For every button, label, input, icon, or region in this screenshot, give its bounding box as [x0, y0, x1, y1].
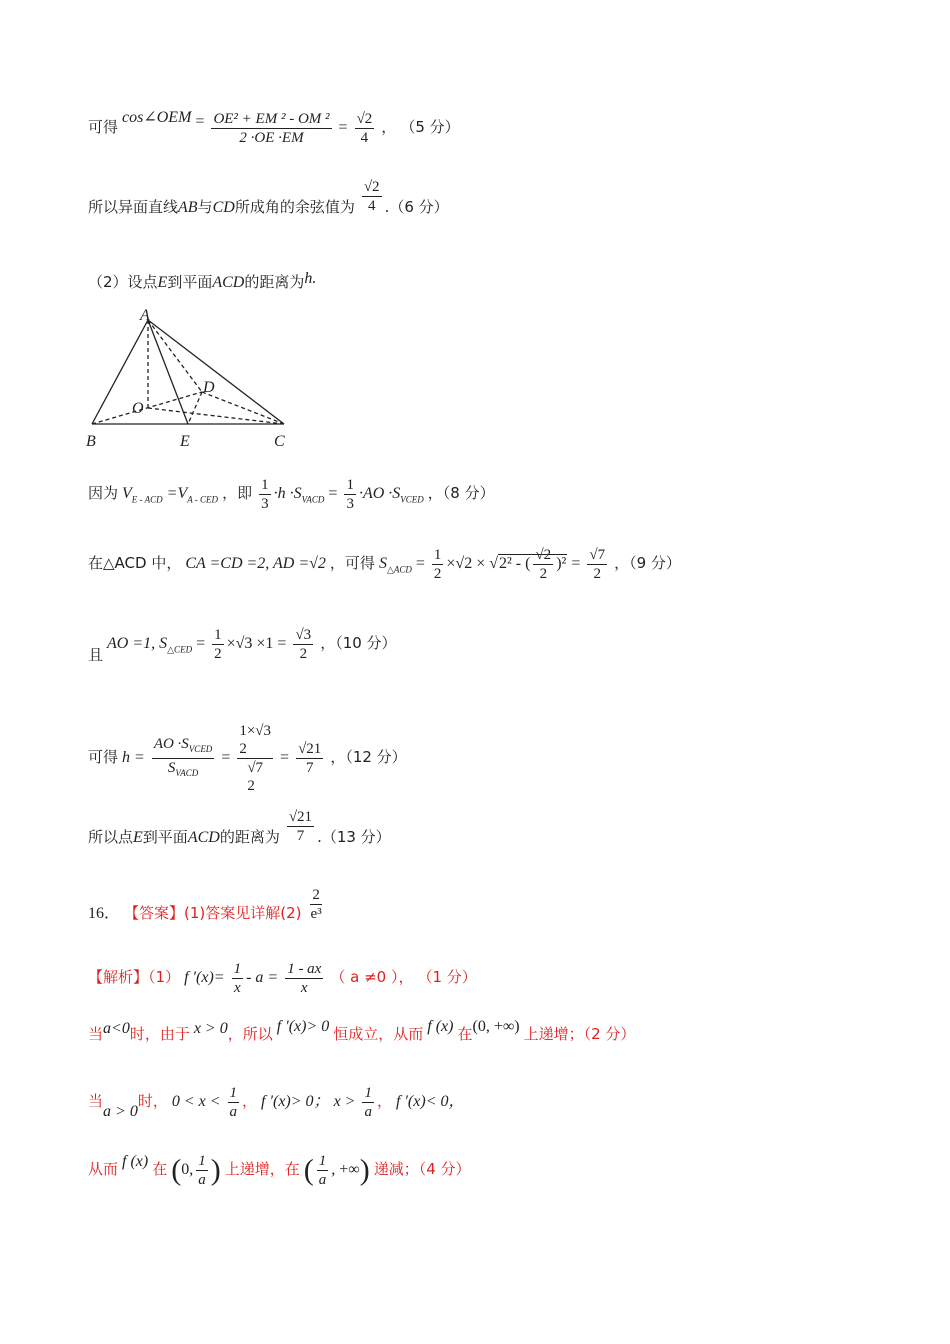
label-d: D	[203, 379, 215, 396]
line-part2-intro: （2）设点E到平面ACD的距离为h.	[88, 270, 317, 291]
answer-tag: 【答案】	[124, 904, 185, 923]
cos-expression: cos∠OEM	[122, 109, 192, 127]
line-volume-equation: 因为 $V_{E - ACD} =V_{A - CED}$ ，即 $\frac{1}{3}$ $\cdot h \cdot S_{VACD}$ = $\frac{1}{3}$ $\cdot AO \cdot S_{VCED}$ ，（8 分）	[88, 477, 495, 512]
edge-de	[188, 392, 202, 424]
line-area-acd: 在△ACD 中， CA =CD =2, AD =√2 ，可得 $S_{\triangle ACD}$ = $\frac{1}{2}$ ×√2 × √2² - ( $\frac{√2}{2}$ )² = $\frac{√7}{2}$ ，（9 分）	[88, 547, 681, 582]
score: （5 分）	[400, 118, 460, 137]
score: .（13 分）	[317, 828, 391, 847]
line-q16-answer: 16． 【答案】(1)答案见详解(2) $\frac{2}{\text{e³}}$	[88, 887, 322, 923]
line-analysis-derivative: 【解析】（1） f ′(x)= $\frac{1}{x}$ - a = $\frac{1 - ax}{x}$ （ a ≠0 ）， （1 分）	[88, 961, 477, 996]
label-b: B	[86, 433, 96, 450]
line-cos-oem: 可得 cos∠OEM = $\frac{\text{OE² + EM ² - OM ²}}{2 \cdot OE \cdot EM}$ = $\frac{√2}{4}$ ， （5 分）	[88, 109, 460, 146]
line-case-a-negative: 当a<0时，由于 x > 0，所以 f ′(x)> 0 恒成立，从而 f (x) 在(0, +∞) 上递增；（2 分）	[88, 1018, 636, 1043]
score: （1 分）	[417, 968, 477, 987]
cos-fraction: $\frac{\text{OE² + EM ² - OM ²}}{2 \cdot OE \cdot EM}$	[213, 111, 330, 146]
edge-dc	[202, 392, 284, 424]
line-distance-conclusion: 所以点E到平面ACD的距离为 $\frac{√21}{7}$ .（13 分）	[88, 809, 391, 847]
edge-ad	[148, 320, 202, 392]
tetrahedron-figure	[84, 300, 304, 455]
score: ，（10 分）	[320, 634, 397, 653]
line-case-a-positive: 当a > 0时， 0 < x < $\frac{1}{a}$ ， f ′(x)> 0； x > $\frac{1}{a}$ ， f ′(x)< 0，	[88, 1085, 465, 1121]
line-area-ced: 且 AO =1, $S_{\triangle CED}$ = $\frac{1}{2}$ ×√3 ×1 = $\frac{√3}{2}$ ，（10 分）	[88, 627, 397, 665]
line-h-value: 可得 h = $\frac{AO \cdot S_{VCED}}{S_{VACD}}$ = 1×√3 2 √7 2 = $\frac{√21}{7}$ ，（12 分）	[88, 723, 407, 794]
label-e: E	[180, 433, 190, 450]
line-conclusion-angle: 所以异面直线AB与CD所成角的余弦值为 $\frac{√2}{4}$ .（6 分）	[88, 179, 449, 217]
interval-right: ( $\frac{1}{a}$ , +∞)	[303, 1153, 370, 1188]
score: ，（9 分）	[614, 554, 681, 573]
compound-fraction: 1×√3 2 √7 2	[239, 723, 272, 794]
score: ，（12 分）	[330, 748, 407, 767]
label-a: A	[140, 307, 150, 324]
analysis-tag: 【解析】	[88, 968, 149, 987]
sqrt-expression: √2² - ( $\frac{√2}{2}$ )²	[489, 547, 567, 582]
interval-left: (0, $\frac{1}{a}$ )	[171, 1153, 221, 1188]
line-monotonic-intervals: 从而 f (x) 在 (0, $\frac{1}{a}$ ) 上递增，在 ( $\frac{1}{a}$ , +∞) 递减；（4 分）	[88, 1153, 471, 1188]
score: .（6 分）	[384, 198, 449, 217]
text-prefix: 可得	[88, 118, 119, 137]
score: ，（8 分）	[427, 484, 495, 503]
label-o: O	[132, 400, 144, 417]
label-c: C	[274, 433, 285, 450]
cosine-value: $\frac{√2}{4}$	[363, 179, 380, 214]
result-fraction: $\frac{√2}{4}$	[356, 111, 373, 146]
